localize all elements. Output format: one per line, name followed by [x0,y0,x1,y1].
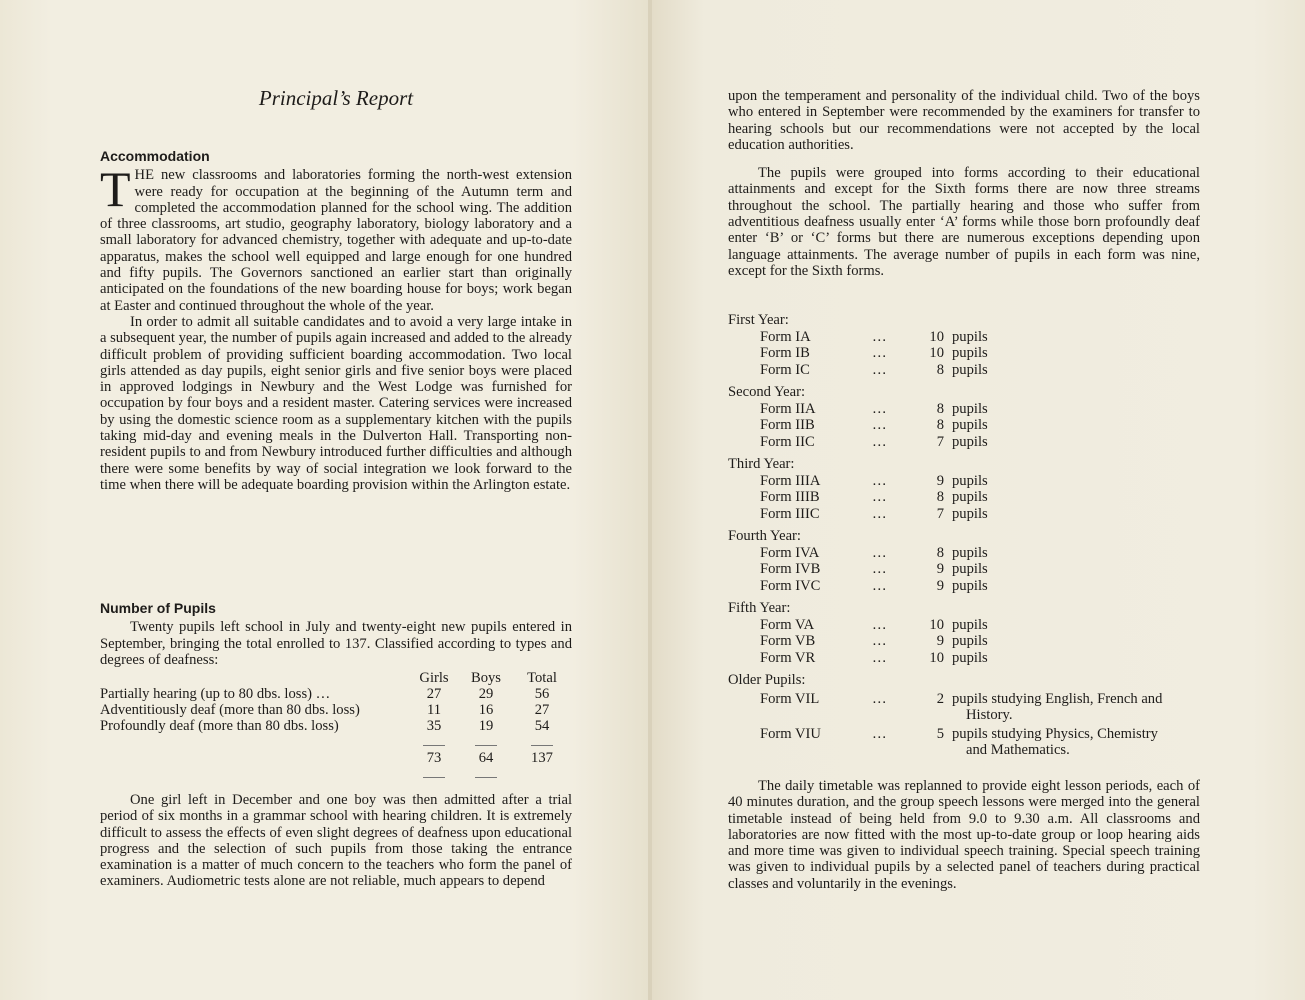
form-name: Form IVC [760,577,821,594]
year-label: Fourth Year: [728,528,801,544]
form-count: 9 [936,633,944,649]
row-label: Profoundly deaf (more than 80 dbs. loss) [100,718,339,735]
list-item [728,362,1200,379]
list-item [728,578,1200,595]
right-paragraph-3: The daily timetable was replanned to provide eight lesson periods, each of 40 minutes duration, and the group speech lessons were merged into the general timetable instead of being held from 9.0 to 9.30 a.m. All classrooms and laboratories are now fitted with the most up-to-date group or loop hearing aids and more time was given to individual speech training. Special speech training was given to individual pupils by a selected panel of teachers during practical classes and voluntarily in the evenings. [728,778,1200,892]
form-unit: pupils [952,633,988,649]
list-item [728,561,1200,578]
forms-list [728,306,1200,759]
form-name: Form VA [760,616,815,633]
accommodation-section [100,148,572,493]
form-name: Form IIIC [760,505,820,522]
leader-dots: … [872,633,887,649]
cell-girls: 35 [426,718,442,735]
table-header-row [100,670,572,686]
timetable-section [728,778,1200,892]
form-count: 5 [936,725,944,742]
form-unit: pupils [952,577,988,594]
form-unit: pupils [952,345,988,361]
cell-boys: 19 [478,718,494,735]
pupils-heading: Number of Pupils [100,600,216,616]
form-name: Form IIA [760,400,816,417]
list-item [728,417,1200,434]
total-boys: 64 [478,750,494,767]
form-unit: pupils [952,489,988,505]
row-label: Adventitiously deaf (more than 80 dbs. loss) [100,702,360,719]
list-item [728,473,1200,490]
form-count: 8 [936,544,944,561]
right-intro [728,88,1200,279]
form-name: Form IA [760,328,811,345]
form-unit: pupils [952,417,988,433]
cell-boys: 16 [478,702,494,719]
form-description [944,691,1200,724]
form-count: 10 [929,328,944,345]
leader-dots: … [872,616,887,633]
accommodation-paragraph-1-text: HE new classrooms and laboratories forming the north-west extension were ready for occupation at the beginning of the Autumn term and completed the accommodation planned for the school wing. The addition of three classrooms, art studio, geography laboratory, biology laboratory and a small laboratory for advanced chemistry, together with adequate and up-to-date apparatus, makes the school well equipped and large enough for one hundred and fifty pupils. The Governors sanctioned an earlier start than originally anticipated on the foundations of the new boarding house for boys; work began at Easter and continued throughout the whole of the year. [100,167,572,314]
form-unit: pupils [952,328,988,345]
divider [423,745,445,746]
leader-dots: … [872,544,887,561]
form-name: Form IC [760,361,810,378]
pupils-paragraph-2: One girl left in December and one boy was then admitted after a trial period of six months in a grammar school with hearing children. It is extremely difficult to assess the effects of even slight degrees of deafness upon educational progress and the selection of such pupils from those taking the entrance examination is a matter of much concern to the teachers who form the panel of examiners. Audiometric tests alone are not reliable, much appears to depend [100,792,572,890]
leader-dots: … [872,345,887,361]
row-label: Partially hearing (up to 80 dbs. loss) … [100,686,331,703]
cell-girls: 11 [426,702,442,719]
leader-dots: … [872,690,887,707]
total-girls: 73 [426,750,442,767]
form-name: Form VB [760,633,816,649]
right-paragraph-1: upon the temperament and personality of the individual child. Two of the boys who entered in September were recommended by the examiners for transfer to hearing schools but our recommendations were not accepted by the local education authorities. [728,88,1200,153]
form-count: 10 [929,345,944,361]
accommodation-paragraph-2: In order to admit all suitable candidates and to avoid a very large intake in a subsequent year, the number of pupils again increased and added to the already difficult problem of providing sufficient boarding accommodation. Two local girls attended as day pupils, eight senior girls and five senior boys were placed in approved lodgings in Newbury and the West Lodge was furnished for occupation by four boys and a resident master. Catering services were increased by using the domestic science room as a supplementary kitchen with the pupils taking mid-day and evening meals in the Dulverton Hall. Transporting non-resident pupils to and from Newbury introduced further difficulties and although there were some benefits by way of social integration we look forward to the time when there will be adequate boarding provision within the Arlington estate. [100,313,572,493]
year-group [728,456,1200,522]
leader-dots: … [872,400,887,417]
list-item [728,506,1200,523]
form-description-continued: History. [966,707,1013,723]
list-item [728,726,1200,759]
leader-dots: … [872,328,887,345]
table-row [100,718,572,734]
form-unit: pupils [952,361,988,378]
form-name: Form IB [760,345,810,361]
form-name: Form IVA [760,544,820,561]
right-paragraph-2: The pupils were grouped into forms according to their educational attainments and except for the Sixth forms there are now three streams throughout the school. The partially hearing and those who suffer from adventitious deafness usually enter ‘A’ forms while those born profoundly deaf enter ‘B’ or ‘C’ forms but there are numerous exceptions depending upon language attainments. The average number of pupils in each form was nine, except for the Sixth forms. [728,165,1200,279]
list-item [728,545,1200,562]
form-unit: pupils [952,400,988,417]
year-label: Fifth Year: [728,600,791,616]
form-name: Form IIC [760,433,815,450]
leader-dots: … [872,725,887,742]
rule-row [100,766,572,782]
form-count: 8 [936,417,944,433]
list-item [728,691,1200,724]
form-unit: pupils [952,472,988,489]
list-item [728,401,1200,418]
form-name: Form IVB [760,561,821,577]
list-item [728,434,1200,451]
form-count: 9 [936,472,944,489]
table-row [100,686,572,702]
year-label: Third Year: [728,456,795,472]
year-group [728,384,1200,450]
leader-dots: … [872,505,887,522]
form-name: Form VR [760,649,816,666]
form-unit: pupils [952,561,988,577]
year-group [728,312,1200,378]
list-item [728,650,1200,667]
drop-cap: T [100,161,131,218]
accommodation-paragraph-1 [100,161,572,314]
leader-dots: … [872,577,887,594]
pupils-section [100,600,572,782]
form-count: 9 [936,577,944,594]
header-boys: Boys [470,670,501,687]
list-item [728,345,1200,362]
year-label: Older Pupils: [728,672,806,688]
pupils-paragraph-1: Twenty pupils left school in July and twenty-eight new pupils entered in September, bringing the total enrolled to 137. Classified according to types and degrees of deafness: [100,619,572,668]
form-description-line: pupils studying Physics, Chemistry [952,725,1158,742]
form-count: 10 [929,616,944,633]
list-item [728,329,1200,346]
list-item [728,617,1200,634]
form-count: 8 [936,400,944,417]
leader-dots: … [872,433,887,450]
form-description-line: pupils studying English, French and [952,690,1163,707]
divider [475,745,497,746]
cell-girls: 27 [426,686,442,703]
leader-dots: … [872,417,887,433]
total-all: 137 [531,750,553,767]
cell-total: 27 [534,702,550,719]
page-title: Principal’s Report [258,86,414,110]
classification-table [100,670,572,782]
list-item [728,489,1200,506]
form-unit: pupils [952,433,988,450]
form-unit: pupils [952,544,988,561]
older-pupils-group [728,672,1200,759]
table-row [100,702,572,718]
leader-dots: … [872,489,887,505]
form-count: 2 [936,690,944,707]
form-count: 8 [936,489,944,505]
form-name: Form VIU [760,725,821,742]
form-count: 7 [936,505,944,522]
form-unit: pupils [952,616,988,633]
form-count: 8 [936,361,944,378]
list-item [728,633,1200,650]
form-count: 9 [936,561,944,577]
divider [531,745,553,746]
header-total: Total [527,670,557,687]
divider [423,777,445,778]
divider [475,777,497,778]
year-group [728,528,1200,594]
form-count: 7 [936,433,944,450]
totals-row [100,750,572,766]
leader-dots: … [872,361,887,378]
leader-dots: … [872,472,887,489]
form-description-continued: and Mathematics. [966,742,1070,758]
form-name: Form VIL [760,690,820,707]
form-unit: pupils [952,505,988,522]
leader-dots: … [872,649,887,666]
cell-total: 54 [534,718,550,735]
cell-boys: 29 [478,686,494,703]
header-girls: Girls [419,670,449,687]
cell-total: 56 [534,686,550,703]
pupils-paragraph-2-block [100,792,572,890]
form-unit: pupils [952,649,988,666]
year-group [728,600,1200,666]
form-name: Form IIB [760,417,815,433]
form-name: Form IIIA [760,472,821,489]
form-name: Form IIIB [760,489,820,505]
rule-row [100,734,572,750]
accommodation-heading: Accommodation [100,148,210,164]
year-label: First Year: [728,312,789,328]
year-label: Second Year: [728,384,806,400]
leader-dots: … [872,561,887,577]
form-count: 10 [929,649,944,666]
form-description [944,726,1200,759]
